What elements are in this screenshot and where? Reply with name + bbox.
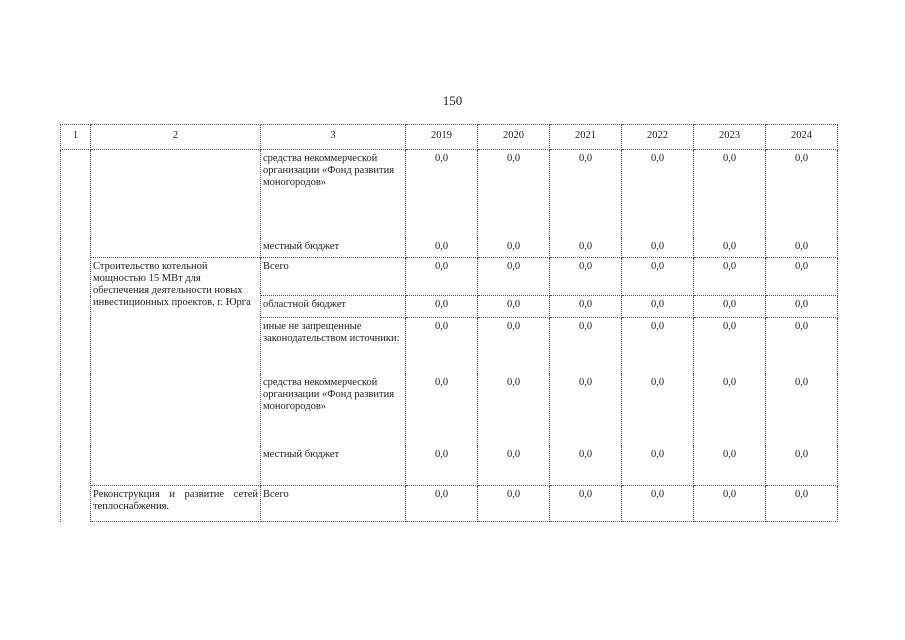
value-cell: 0,0	[406, 258, 478, 296]
source-cell: иные не запрещенные законодательством источники:	[261, 318, 406, 374]
object-cell	[91, 150, 261, 258]
value-cell: 0,0	[550, 296, 622, 318]
value-cell: 0,0	[406, 238, 478, 258]
value-cell: 0,0	[622, 296, 694, 318]
value-cell: 0,0	[478, 374, 550, 446]
value-cell: 0,0	[550, 446, 622, 486]
page-number: 150	[442, 93, 463, 108]
header-cell: 2023	[694, 125, 766, 150]
value-cell: 0,0	[478, 486, 550, 522]
header-cell: 2024	[766, 125, 838, 150]
value-cell: 0,0	[694, 238, 766, 258]
header-cell: 2020	[478, 125, 550, 150]
budget-table	[60, 124, 838, 522]
value-cell: 0,0	[694, 446, 766, 486]
value-cell: 0,0	[622, 238, 694, 258]
source-cell: местный бюджет	[261, 238, 406, 258]
value-cell: 0,0	[622, 150, 694, 238]
source-cell: областной бюджет	[261, 296, 406, 318]
value-cell: 0,0	[622, 318, 694, 374]
table-header-row	[61, 125, 838, 150]
header-cell: 1	[61, 125, 91, 150]
source-cell: Всего	[261, 486, 406, 522]
value-cell: 0,0	[478, 296, 550, 318]
source-cell: местный бюджет	[261, 446, 406, 486]
object-cell: Реконструкция и развитие сетей теплоснабжения.	[91, 486, 261, 522]
value-cell: 0,0	[550, 486, 622, 522]
value-cell: 0,0	[766, 374, 838, 446]
value-cell: 0,0	[550, 150, 622, 238]
table-row	[61, 486, 838, 522]
value-cell: 0,0	[478, 258, 550, 296]
col1-cell	[61, 150, 91, 522]
value-cell: 0,0	[766, 296, 838, 318]
value-cell: 0,0	[766, 446, 838, 486]
header-cell: 3	[261, 125, 406, 150]
value-cell: 0,0	[406, 296, 478, 318]
value-cell: 0,0	[694, 486, 766, 522]
value-cell: 0,0	[622, 446, 694, 486]
header-cell: 2	[91, 125, 261, 150]
value-cell: 0,0	[550, 374, 622, 446]
value-cell: 0,0	[766, 318, 838, 374]
value-cell: 0,0	[550, 258, 622, 296]
value-cell: 0,0	[406, 318, 478, 374]
value-cell: 0,0	[766, 238, 838, 258]
value-cell: 0,0	[406, 486, 478, 522]
value-cell: 0,0	[694, 296, 766, 318]
header-cell: 2019	[406, 125, 478, 150]
table-row	[61, 150, 838, 238]
source-cell: средства некоммерческой организации «Фонд развития моногородов»	[261, 374, 406, 446]
value-cell: 0,0	[622, 374, 694, 446]
header-cell: 2022	[622, 125, 694, 150]
value-cell: 0,0	[766, 258, 838, 296]
header-cell: 2021	[550, 125, 622, 150]
value-cell: 0,0	[766, 486, 838, 522]
source-cell: Всего	[261, 258, 406, 296]
table-row	[61, 258, 838, 296]
value-cell: 0,0	[478, 150, 550, 238]
value-cell: 0,0	[694, 318, 766, 374]
value-cell: 0,0	[622, 486, 694, 522]
value-cell: 0,0	[478, 318, 550, 374]
value-cell: 0,0	[550, 318, 622, 374]
value-cell: 0,0	[478, 446, 550, 486]
value-cell: 0,0	[694, 374, 766, 446]
value-cell: 0,0	[478, 238, 550, 258]
value-cell: 0,0	[622, 258, 694, 296]
value-cell: 0,0	[406, 374, 478, 446]
value-cell: 0,0	[694, 258, 766, 296]
source-cell: средства некоммерческой организации «Фонд развития моногородов»	[261, 150, 406, 238]
value-cell: 0,0	[694, 150, 766, 238]
object-cell: Строительство котельной мощностью 15 МВт для обеспечения деятельности новых инвестиционных проектов, г. Юрга	[91, 258, 261, 486]
value-cell: 0,0	[550, 238, 622, 258]
value-cell: 0,0	[406, 150, 478, 238]
value-cell: 0,0	[766, 150, 838, 238]
value-cell: 0,0	[406, 446, 478, 486]
